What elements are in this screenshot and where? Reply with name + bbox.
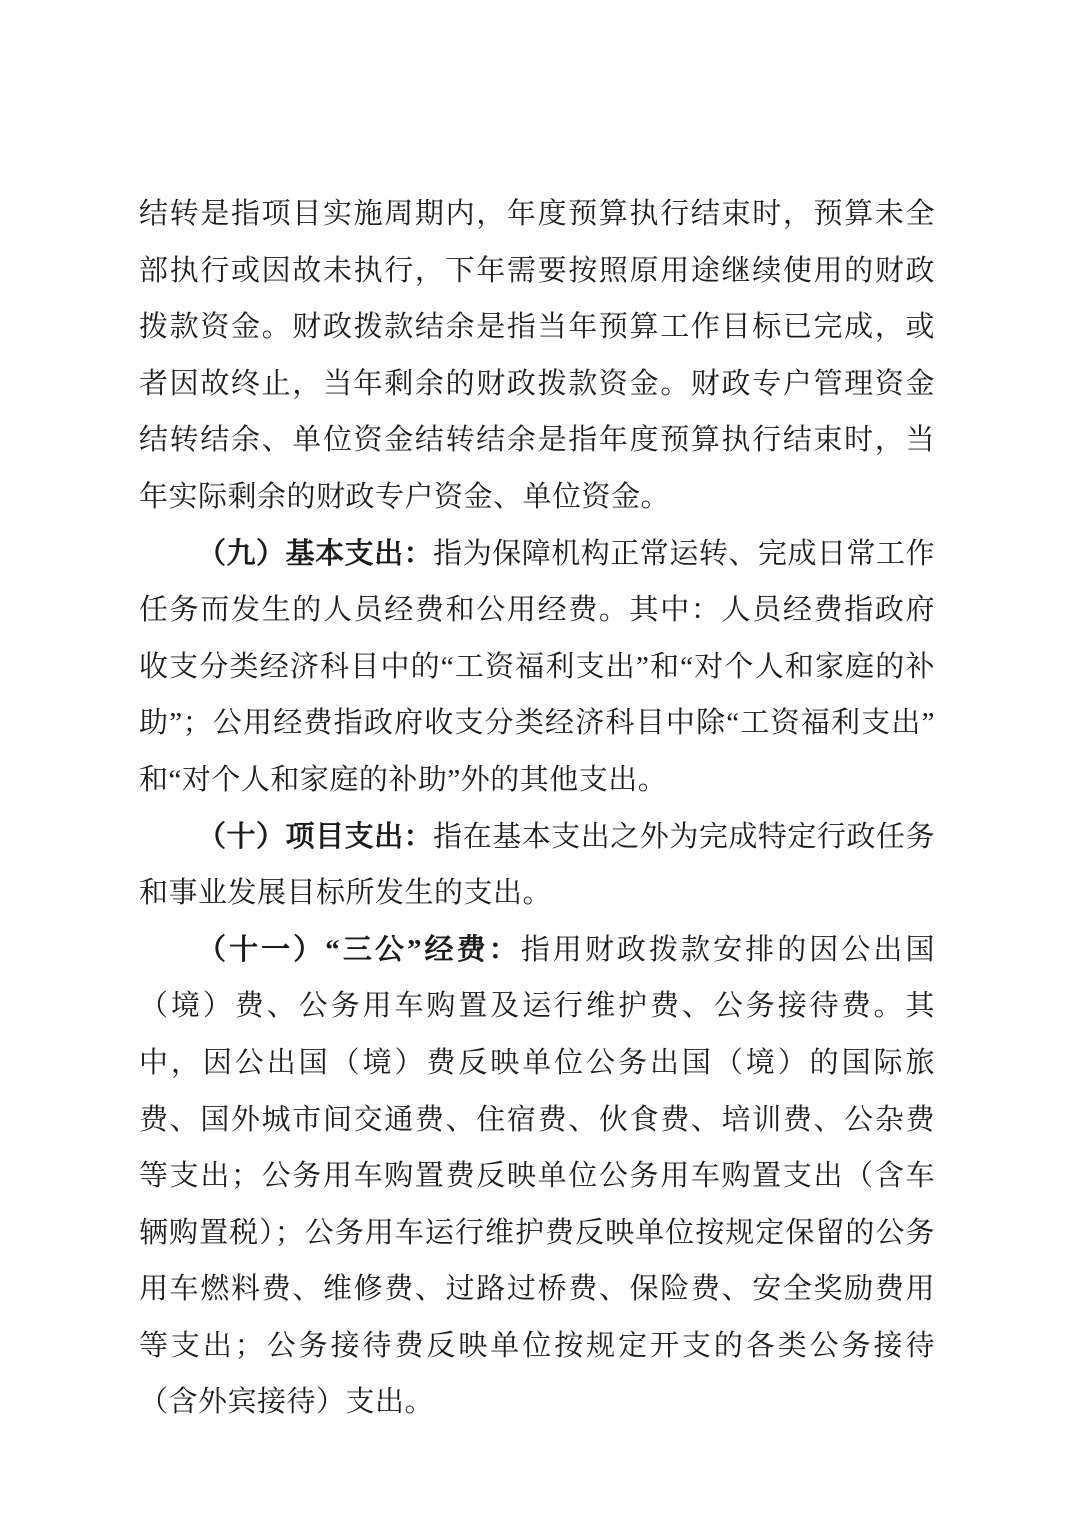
paragraph-4-lead: （十一）“三公”经费： — [197, 933, 521, 966]
paragraph-1 — [139, 186, 935, 526]
document-text-block — [139, 186, 935, 1431]
paragraph-2 — [139, 526, 935, 809]
paragraph-3-body: 指在基本支出之外为完成特定行政任务和事业发展目标所发生的支出。 — [139, 820, 935, 910]
paragraph-2-body: 指为保障机构正常运转、完成日常工作任务而发生的人员经费和公用经费。其中：人员经费指政府收支分类经济科目中的“工资福利支出”和“对个人和家庭的补助”；公用经费指政府收支分类经济科目中除“工资福利支出”和“对个人和家庭的补助”外的其他支出。 — [139, 537, 935, 796]
paragraph-3-lead: （十）项目支出： — [197, 820, 434, 853]
paragraph-4 — [139, 922, 935, 1431]
paragraph-3 — [139, 809, 935, 922]
paragraph-4-body: 指用财政拨款安排的因公出国（境）费、公务用车购置及运行维护费、公务接待费。其中，因公出国（境）费反映单位公务出国（境）的国际旅费、国外城市间交通费、住宿费、伙食费、培训费、公杂费等支出；公务用车购置费反映单位公务用车购置支出（含车辆购置税）；公务用车运行维护费反映单位按规定保留的公务用车燃料费、维修费、过路过桥费、保险费、安全奖励费用等支出；公务接待费反映单位按规定开支的各类公务接待（含外宾接待）支出。 — [139, 933, 935, 1419]
paragraph-2-lead: （九）基本支出： — [197, 537, 434, 570]
paragraph-1-body: 结转是指项目实施周期内，年度预算执行结束时，预算未全部执行或因故未执行，下年需要按照原用途继续使用的财政拨款资金。财政拨款结余是指当年预算工作目标已完成，或者因故终止，当年剩余的财政拨款资金。财政专户管理资金结转结余、单位资金结转结余是指年度预算执行结束时，当年实际剩余的财政专户资金、单位资金。 — [139, 198, 935, 513]
